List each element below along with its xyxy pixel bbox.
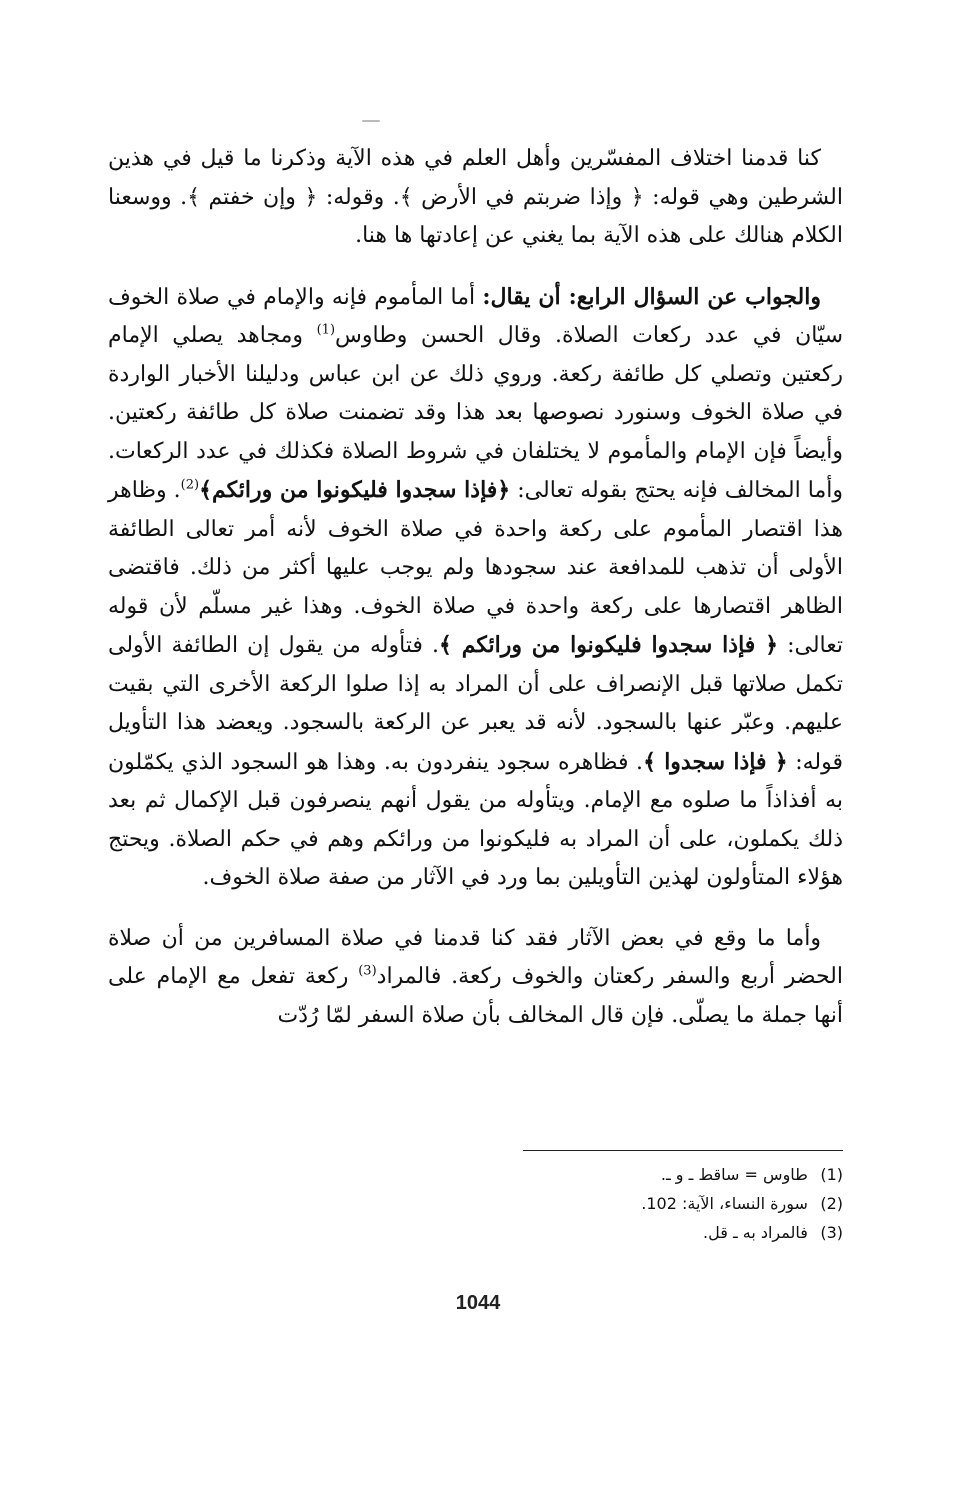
scan-speck: [362, 120, 380, 122]
footnote-1-number: (1): [820, 1165, 843, 1184]
paragraph-1-text: كنا قدمنا اختلاف المفسّرين وأهل العلم في هذه الآية وذكرنا ما قيل في هذين الشرطين وهي قوله: ﴿ وإذا ضربتم في الأرض ﴾. وقوله: ﴿ وإن خفتم ﴾. ووسعنا الكلام هنالك على هذه الآية بما يغني عن إعادتها ها هنا.: [108, 146, 843, 248]
footnote-ref-3: (3): [358, 963, 377, 979]
footnote-3-number: (3): [820, 1223, 843, 1242]
footnote-1-text: طاوس = ساقط ـ و ـ.: [660, 1165, 808, 1184]
paragraph-2-text-b: ومجاهد يصلي الإمام ركعتين وتصلي كل طائفة ركعة. وروي ذلك عن ابن عباس ودليلنا الأخبار الواردة في صلاة الخوف وسنورد نصوصها بعد هذا وقد تضمنت صلاة كل طائفة ركعتين. وأيضاً فإن الإمام والمأموم لا يختلفان في شروط الصلاة فكذلك في عدد الركعات. وأما المخالف فإنه يحتج بقوله تعالى:: [108, 323, 844, 503]
paragraph-2-text-e: . فظاهره سجود ينفردون به. وهذا هو السجود الذي يكمّلون به أفذاذاً ما صلوه مع الإمام. ويتأوله من يقول أنهم ينصرفون قبل الإكمال ثم بعد ذلك يكملون، على أن المراد به فليكونوا من ورائكم وهم في حكم الصلاة. ويحتج هؤلاء المتأولون لهذين التأويلين بما ورد في الآثار من صفة صلاة الخوف.: [108, 749, 843, 890]
paragraph-3-text-b: ركعة تفعل مع الإمام على أنها جملة ما يصلّى. فإن قال المخالف بأن صلاة السفر لمّا رُدّت: [108, 964, 843, 1028]
paragraph-2: [108, 278, 843, 898]
paragraph-1: [108, 140, 843, 256]
footnote-1: [420, 1160, 843, 1189]
footnote-divider: [523, 1150, 843, 1151]
paragraph-2-text-a: أما المأموم فإنه والإمام في صلاة الخوف سيّان في عدد ركعات الصلاة. وقال الحسن وطاوس: [108, 284, 844, 348]
quran-quote-1: ﴿فإذا سجدوا فليكونوا من ورائكم﴾: [199, 477, 511, 503]
footnote-2-number: (2): [820, 1194, 843, 1213]
footnote-3: [420, 1218, 843, 1247]
paragraph-2-text-d: . فتأوله من يقول إن الطائفة الأولى تكمل صلاتها قبل الإنصراف على أن المراد به إذا صلوا الركعة الأخرى التي بقيت عليهم. وعبّر عنها بالسجود. لأنه قد يعبر عن الركعة بالسجود. ويعضد هذا التأويل قوله:: [108, 633, 843, 775]
question-four-heading: والجواب عن السؤال الرابع: أن يقال:: [482, 283, 821, 310]
footnote-ref-2: (2): [180, 477, 200, 493]
paragraph-3-text-a: وأما ما وقع في بعض الآثار فقد كنا قدمنا في صلاة المسافرين من أن صلاة الحضر أربع والسفر ركعتان والخوف ركعة. فالمراد: [108, 925, 843, 989]
footnotes: [420, 1160, 843, 1247]
paragraph-3: [108, 920, 843, 1036]
footnote-3-text: فالمراد به ـ قل.: [703, 1223, 808, 1242]
footnote-2: [420, 1189, 843, 1218]
page-body: [108, 140, 843, 1035]
page-number: 1044: [455, 1292, 501, 1314]
quran-quote-2: ﴿ فإذا سجدوا فليكونوا من ورائكم ﴾: [439, 632, 778, 658]
quran-quote-3: ﴿ فإذا سجدوا ﴾: [643, 748, 788, 775]
footnote-2-text: سورة النساء، الآية: 102.: [641, 1194, 808, 1213]
paragraph-2-text-c: . وظاهر هذا اقتصار المأموم على ركعة واحدة في صلاة الخوف لأنه أمر تعالى الطائفة الأولى أن تذهب للمدافعة عند سجودها ولم يوجب عليها أكثر من ذلك. فاقتضى الظاهر اقتصارها على ركعة واحدة في صلاة الخوف. وهذا غير مسلّم لأن قوله تعالى:: [108, 478, 843, 658]
footnote-ref-1: (1): [316, 322, 336, 338]
